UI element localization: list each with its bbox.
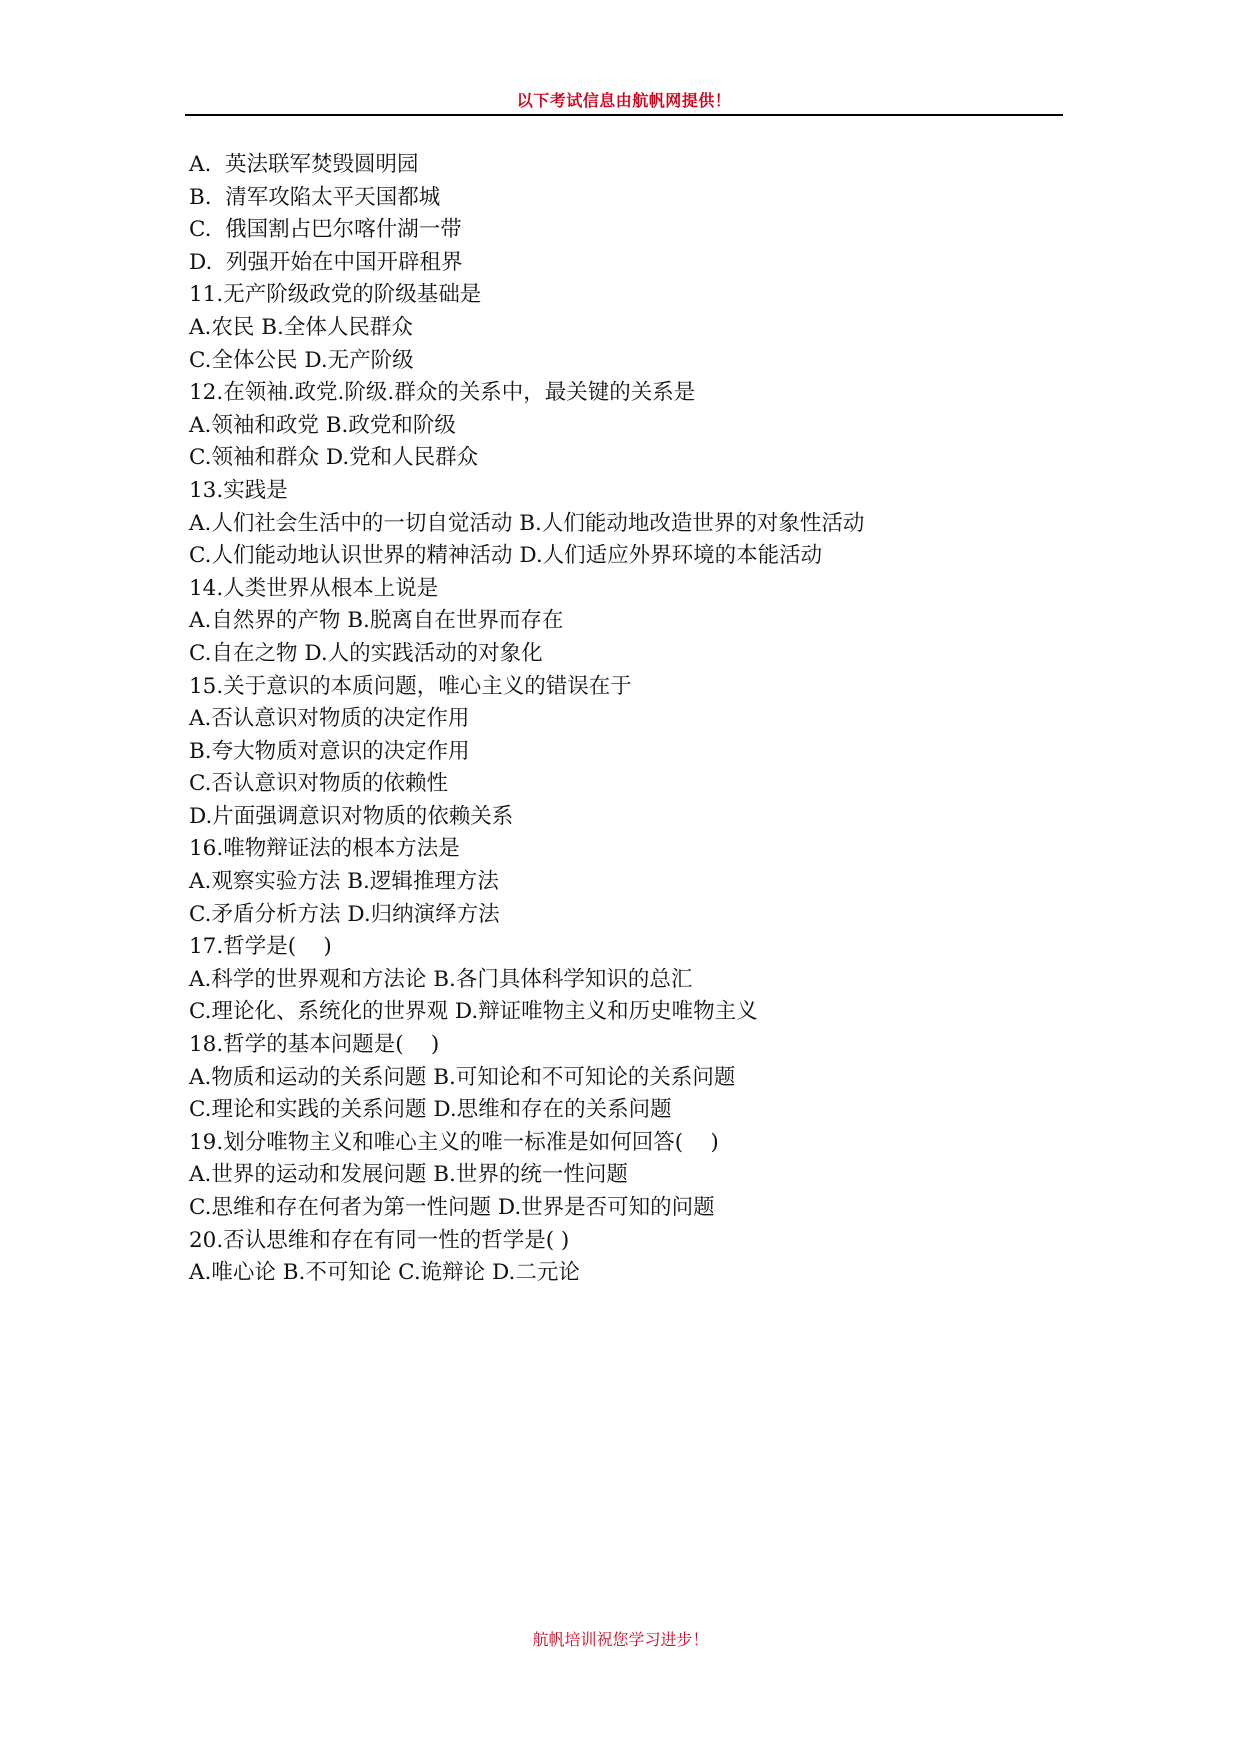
option-15-c: C.否认意识对物质的依赖性 [189,771,449,797]
question-13: 13.实践是 [189,477,288,503]
option-15-b: B.夸大物质对意识的决定作用 [189,738,470,764]
option-line-b-10: B. 清军攻陷太平天国都城 [189,184,441,210]
options-14-cd: C.自在之物 D.人的实践活动的对象化 [189,640,543,666]
options-16-ab: A.观察实验方法 B.逻辑推理方法 [189,869,499,895]
option-line-c-10: C. 俄国割占巴尔喀什湖一带 [189,217,462,243]
options-19-ab: A.世界的运动和发展问题 B.世界的统一性问题 [189,1162,628,1188]
question-12: 12.在领袖.政党.阶级.群众的关系中，最关键的关系是 [189,380,696,406]
question-16: 16.唯物辩证法的根本方法是 [189,836,460,862]
options-17-ab: A.科学的世界观和方法论 B.各门具体科学知识的总汇 [189,966,693,992]
options-13-ab: A.人们社会生活中的一切自觉活动 B.人们能动地改造世界的对象性活动 [189,510,865,536]
options-18-cd: C.理论和实践的关系问题 D.思维和存在的关系问题 [189,1097,672,1123]
question-19: 19.划分唯物主义和唯心主义的唯一标准是如何回答( ) [189,1129,719,1155]
question-15: 15.关于意识的本质问题，唯心主义的错误在于 [189,673,632,699]
options-12-ab: A.领袖和政党 B.政党和阶级 [189,412,456,438]
options-14-ab: A.自然界的产物 B.脱离自在世界而存在 [189,608,564,634]
question-14: 14.人类世界从根本上说是 [189,575,439,601]
options-20: A.唯心论 B.不可知论 C.诡辩论 D.二元论 [189,1260,580,1286]
question-17: 17.哲学是( ) [189,934,332,960]
document-body [189,149,1069,1290]
header-rule [185,114,1063,116]
options-16-cd: C.矛盾分析方法 D.归纳演绎方法 [189,901,500,927]
options-18-ab: A.物质和运动的关系问题 B.可知论和不可知论的关系问题 [189,1064,736,1090]
page-footer: 航帆培训祝您学习进步！ [532,1630,709,1649]
option-line-d-10: D. 列强开始在中国开辟租界 [189,249,463,275]
page-header: 以下考试信息由航帆网提供！ [516,91,732,110]
option-15-a: A.否认意识对物质的决定作用 [189,706,470,732]
question-18: 18.哲学的基本问题是( ) [189,1032,440,1058]
question-11: 11.无产阶级政党的阶级基础是 [189,282,482,308]
option-line-a-10: A. 英法联军焚毁圆明园 [189,152,419,177]
option-15-d: D.片面强调意识对物质的依赖关系 [189,803,514,829]
options-19-cd: C.思维和存在何者为第一性问题 D.世界是否可知的问题 [189,1195,715,1220]
options-11-ab: A.农民 B.全体人民群众 [189,314,413,340]
options-11-cd: C.全体公民 D.无产阶级 [189,347,414,373]
question-20: 20.否认思维和存在有同一性的哲学是( ) [189,1227,570,1253]
options-13-cd: C.人们能动地认识世界的精神活动 D.人们适应外界环境的本能活动 [189,543,823,569]
options-17-cd: C.理论化、系统化的世界观 D.辩证唯物主义和历史唯物主义 [189,999,758,1025]
options-12-cd: C.领袖和群众 D.党和人民群众 [189,445,479,471]
